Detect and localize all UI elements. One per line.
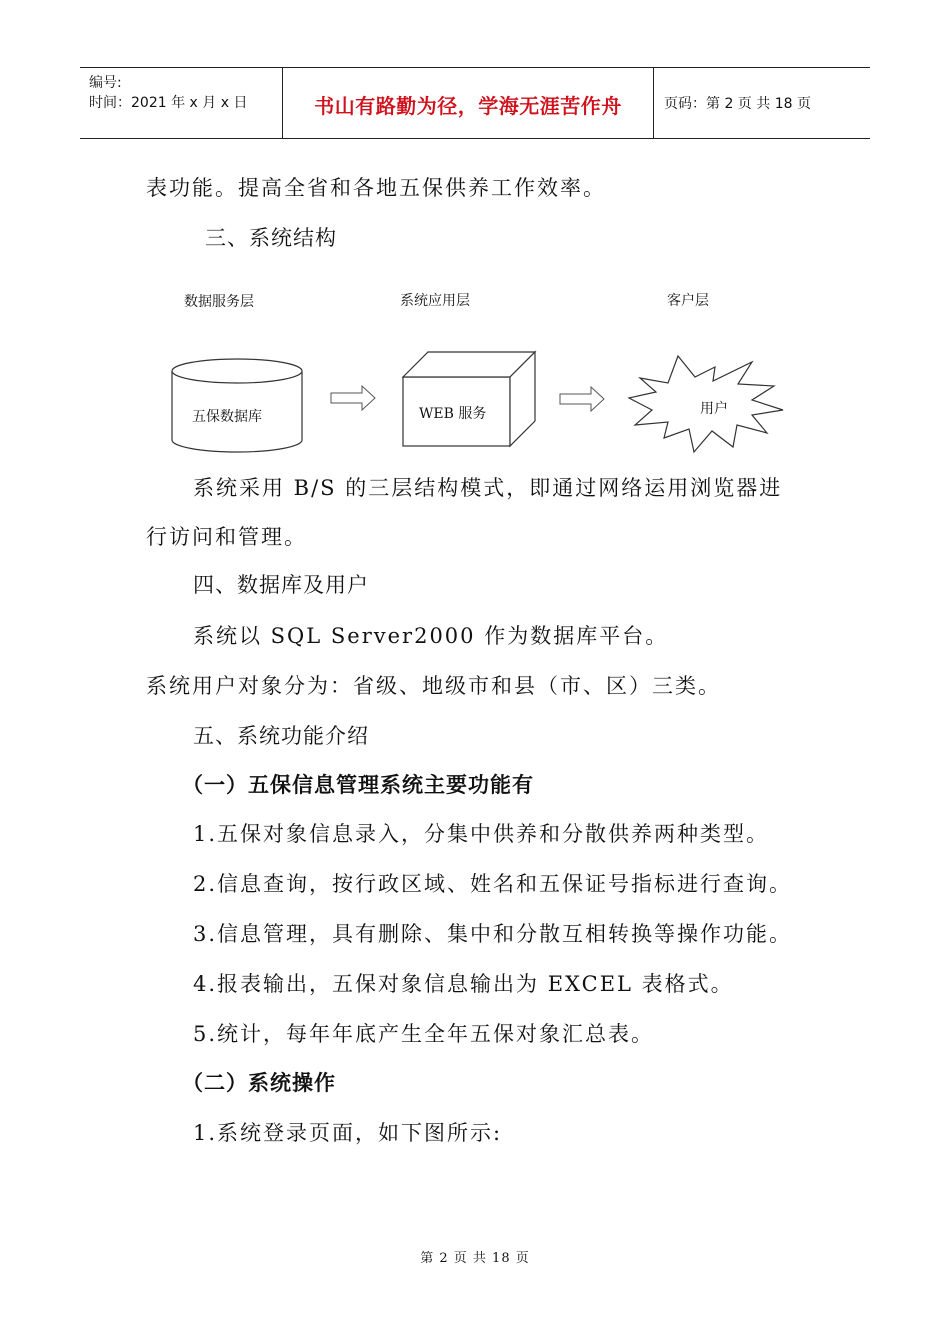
section-heading-database: 四、数据库及用户 bbox=[193, 573, 369, 597]
list-item: 5.统计，每年年底产生全年五保对象汇总表。 bbox=[193, 1022, 655, 1046]
doc-number-label: 编号: bbox=[89, 75, 122, 91]
database-label: 五保数据库 bbox=[192, 409, 262, 425]
doc-time-label: 时间：2021 年 x 月 x 日 bbox=[89, 95, 248, 111]
list-item: 1.五保对象信息录入，分集中供养和分散供养两种类型。 bbox=[193, 822, 770, 846]
list-item: 2.信息查询，按行政区域、姓名和五保证号指标进行查询。 bbox=[193, 872, 793, 896]
web-service-label: WEB 服务 bbox=[419, 406, 487, 422]
paragraph-bs-structure-cont: 行访问和管理。 bbox=[146, 525, 307, 549]
page-footer: 第 2 页 共 18 页 bbox=[420, 1251, 530, 1266]
section-heading-structure: 三、系统结构 bbox=[205, 226, 337, 250]
arrow-right-icon bbox=[331, 386, 375, 410]
paragraph-login-page: 1.系统登录页面，如下图所示: bbox=[193, 1121, 503, 1145]
arrow-right-icon bbox=[560, 387, 604, 411]
subheading-main-functions: （一）五保信息管理系统主要功能有 bbox=[182, 773, 534, 797]
paragraph-user-types: 系统用户对象分为：省级、地级市和县（市、区）三类。 bbox=[146, 674, 721, 698]
paragraph-continued: 表功能。提高全省和各地五保供养工作效率。 bbox=[146, 176, 606, 200]
list-item: 4.报表输出，五保对象信息输出为 EXCEL 表格式。 bbox=[193, 972, 734, 996]
header-page-label: 页码：第 2 页 共 18 页 bbox=[664, 96, 811, 112]
subheading-system-operation: （二）系统操作 bbox=[182, 1071, 336, 1095]
paragraph-sql-server: 系统以 SQL Server2000 作为数据库平台。 bbox=[193, 624, 669, 648]
section-heading-functions: 五、系统功能介绍 bbox=[193, 724, 369, 748]
header-motto: 书山有路勤为径，学海无涯苦作舟 bbox=[314, 94, 622, 118]
user-label: 用户 bbox=[700, 401, 728, 417]
web-server-box-icon bbox=[403, 352, 535, 446]
diagram-label-client-layer: 客户层 bbox=[667, 293, 709, 309]
diagram-label-app-layer: 系统应用层 bbox=[400, 293, 470, 309]
list-item: 3.信息管理，具有删除、集中和分散互相转换等操作功能。 bbox=[193, 922, 793, 946]
diagram-label-data-layer: 数据服务层 bbox=[184, 294, 254, 310]
paragraph-bs-structure: 系统采用 B/S 的三层结构模式，即通过网络运用浏览器进 bbox=[193, 476, 783, 500]
